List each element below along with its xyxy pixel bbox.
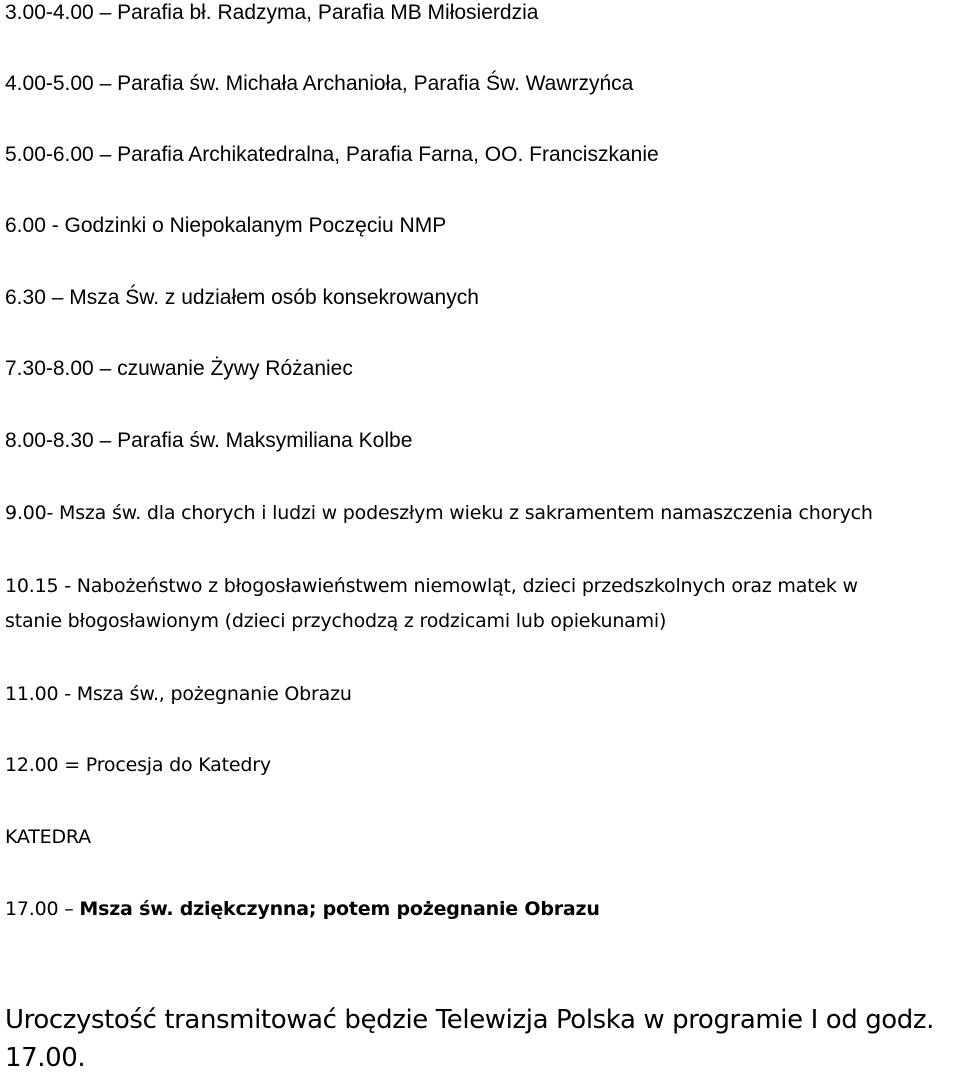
schedule-entry-0300: 3.00-4.00 – Parafia bł. Radzyma, Parafia MB Miłosierdzia [5,1,539,24]
schedule-entry-0500: 5.00-6.00 – Parafia Archikatedralna, Parafia Farna, OO. Franciszkanie [5,143,659,166]
schedule-entry-1200: 12.00 = Procesja do Katedry [5,754,271,776]
schedule-entry-1015-line2: stanie błogosławionym (dzieci przychodzą z rodzicami lub opiekunami) [5,610,667,632]
schedule-entry-0600: 6.00 - Godzinki o Niepokalanym Poczęciu NMP [5,214,447,237]
schedule-entry-1015-line1: 10.15 - Nabożeństwo z błogosławieństwem niemowląt, dzieci przedszkolnych oraz matek w [5,575,858,597]
section-heading-katedra: KATEDRA [5,826,91,848]
schedule-entry-1700-description: Msza św. dziękczynna; potem pożegnanie Obrazu [79,898,600,920]
schedule-entry-0800: 8.00-8.30 – Parafia św. Maksymiliana Kolbe [5,429,413,452]
broadcast-notice-line2: 17.00. [5,1043,86,1073]
schedule-entry-1100: 11.00 - Msza św., pożegnanie Obrazu [5,683,352,705]
schedule-entry-0400: 4.00-5.00 – Parafia św. Michała Archanioła, Parafia Św. Wawrzyńca [5,72,634,95]
schedule-entry-1700-time: 17.00 – [5,898,80,920]
schedule-entry-1700 [5,898,600,921]
schedule-entry-0730: 7.30-8.00 – czuwanie Żywy Różaniec [5,357,353,380]
broadcast-notice-line1: Uroczystość transmitować będzie Telewizja Polska w programie I od godz. [5,1005,935,1035]
schedule-entry-0900: 9.00- Msza św. dla chorych i ludzi w podeszłym wieku z sakramentem namaszczenia chorych [5,502,873,524]
schedule-entry-0630: 6.30 – Msza Św. z udziałem osób konsekrowanych [5,286,479,309]
